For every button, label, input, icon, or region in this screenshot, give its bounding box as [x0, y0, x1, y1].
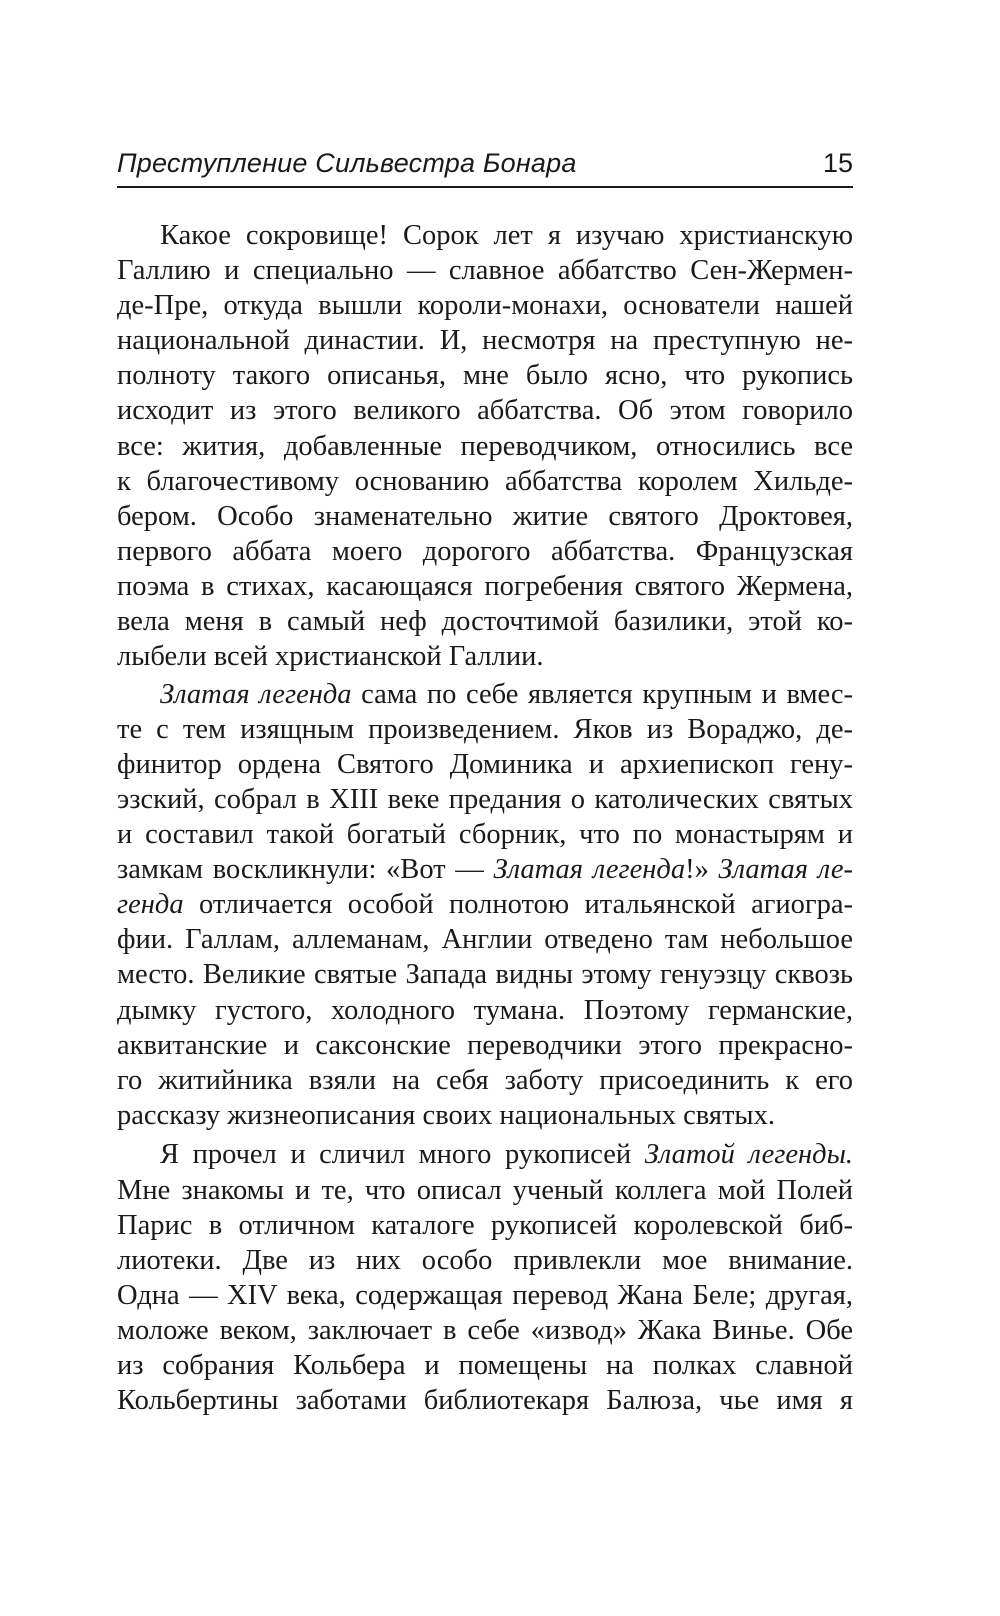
text-line	[117, 817, 853, 852]
italic-title-span: Златая ле-	[718, 854, 853, 886]
text-span: к благочестивому основанию аббатства королем Хильде-	[117, 465, 853, 497]
text-line	[117, 1137, 853, 1172]
text-line	[117, 253, 853, 288]
text-line	[117, 1063, 853, 1098]
text-line	[117, 922, 853, 957]
text-span: финитор ордена Святого Доминика и архиепископ гену-	[117, 748, 853, 780]
text-line	[117, 747, 853, 782]
text-span: из собрания Кольбера и помещены на полках славной	[117, 1350, 853, 1381]
text-span: место. Великие святые Запада видны этому генуэзцу сквозь	[117, 959, 853, 991]
text-span: фии. Галлам, аллеманам, Англии отведено там небольшое	[117, 924, 853, 956]
body-text	[117, 218, 853, 1418]
text-span: поэма в стихах, касающаяся погребения святого Жермена,	[117, 570, 853, 602]
text-span: сама по себе является крупным и вмес-	[351, 678, 853, 710]
running-head	[117, 146, 853, 188]
text-span: аквитанские и саксонские переводчики этого прекрасно-	[117, 1029, 853, 1061]
text-line	[117, 1243, 853, 1278]
text-span: вела меня в самый неф досточтимой базилики, этой ко-	[117, 606, 853, 638]
italic-title-span: генда	[117, 889, 184, 921]
text-line	[117, 639, 853, 674]
page-number: 15	[822, 148, 853, 178]
book-title: Преступление Сильвестра Бонара	[117, 148, 577, 178]
text-span: го житийника взяли на себя заботу присоединить к его	[117, 1064, 853, 1096]
text-line	[117, 1348, 853, 1383]
text-span: эзский, собрал в XIII веке предания о католических святых	[117, 784, 853, 815]
text-span: отличается особой полнотою итальянской агиогра-	[183, 889, 853, 921]
paragraph	[117, 218, 853, 674]
text-span: Какое сокровище! Сорок лет я изучаю христианскую	[160, 220, 853, 251]
text-line	[117, 499, 853, 534]
text-line	[117, 782, 853, 817]
text-span: дымку густого, холодного тумана. Поэтому германские,	[117, 994, 853, 1026]
text-line	[117, 464, 853, 499]
text-line	[117, 218, 853, 253]
italic-title-span: Златая легенда	[160, 678, 352, 710]
text-line	[117, 323, 853, 358]
text-line	[117, 393, 853, 428]
text-span: национальной династии. И, несмотря на преступную не-	[117, 325, 853, 357]
text-line	[117, 712, 853, 747]
paragraph	[117, 1137, 853, 1418]
text-span: !»	[685, 854, 719, 886]
text-line	[117, 429, 853, 464]
text-line	[117, 1278, 853, 1313]
text-line	[117, 993, 853, 1028]
text-span: лиотеки. Две из них особо привлекли мое внимание.	[117, 1244, 853, 1276]
text-line	[117, 1383, 853, 1418]
text-span: и составил такой богатый сборник, что по монастырям и	[117, 819, 853, 851]
italic-title-span: Златая легенда	[493, 854, 686, 886]
text-line	[117, 1028, 853, 1063]
text-span: замкам воскликнули: «Вот —	[117, 854, 494, 886]
text-span: рассказу жизнеописания своих национальных святых.	[117, 1099, 775, 1131]
text-line	[117, 358, 853, 393]
text-line	[117, 852, 853, 887]
paragraph	[117, 677, 853, 1133]
text-span: Одна — XIV века, содержащая перевод Жана Беле; другая,	[117, 1279, 853, 1311]
text-line	[117, 1173, 853, 1208]
text-line	[117, 1098, 853, 1133]
text-line	[117, 569, 853, 604]
italic-title-span: Златой легенды.	[644, 1139, 853, 1171]
text-span: моложе веком, заключает в себе «извод» Жака Винье. Обе	[117, 1314, 853, 1346]
text-span: первого аббата моего дорогого аббатства. Французская	[117, 535, 853, 567]
text-span: бером. Особо знаменательно житие святого Дроктовея,	[117, 500, 853, 532]
text-span: де-Пре, откуда вышли короли-монахи, основатели нашей	[117, 290, 853, 322]
text-line	[117, 887, 853, 922]
text-span: Кольбертины заботами библиотекаря Балюза, чье имя я	[117, 1385, 853, 1417]
text-span: Галлию и специально — славное аббатство Сен-Жермен-	[117, 255, 853, 287]
text-span: исходит из этого великого аббатства. Об этом говорило	[117, 395, 853, 427]
text-span: Парис в отличном каталоге рукописей королевской биб-	[117, 1209, 853, 1241]
text-line	[117, 1313, 853, 1348]
text-line	[117, 1208, 853, 1243]
text-line	[117, 604, 853, 639]
text-line	[117, 534, 853, 569]
text-span: Я прочел и сличил много рукописей	[160, 1139, 645, 1171]
text-span: Мне знакомы и те, что описал ученый коллега мой Полей	[117, 1174, 853, 1206]
text-line	[117, 288, 853, 323]
text-line	[117, 677, 853, 712]
text-span: полноту такого описанья, мне было ясно, что рукопись	[117, 360, 853, 392]
text-span: лыбели всей христианской Галлии.	[117, 641, 544, 673]
text-line	[117, 957, 853, 992]
text-span: все: жития, добавленные переводчиком, относились все	[117, 430, 853, 462]
text-span: те с тем изящным произведением. Яков из Вораджо, де-	[117, 713, 853, 745]
